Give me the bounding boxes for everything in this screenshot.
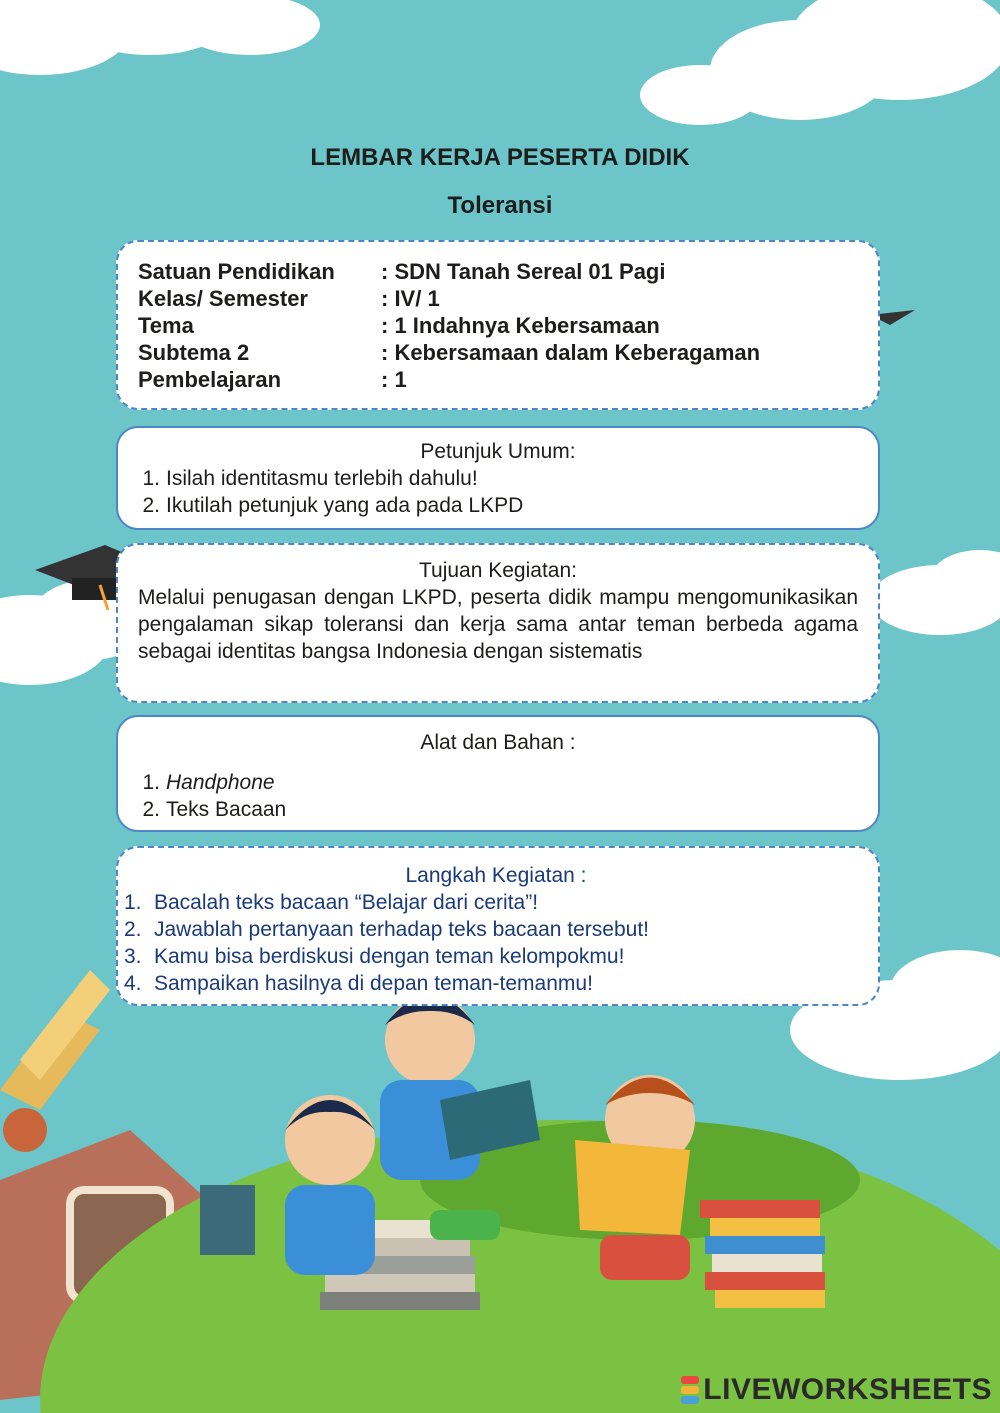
activity-steps-heading: Langkah Kegiatan :	[405, 864, 587, 887]
identity-label: Tema	[138, 313, 194, 338]
list-text: Teks Bacaan	[166, 798, 287, 821]
list-number: 2.	[142, 798, 160, 821]
activity-steps-list	[124, 889, 868, 997]
page-subtitle: Toleransi	[447, 192, 553, 219]
list-item	[124, 943, 868, 970]
general-instructions-card	[116, 426, 880, 530]
identity-card	[116, 240, 880, 410]
list-number: 1.	[142, 467, 160, 490]
identity-label: Pembelajaran	[138, 367, 282, 392]
list-item	[136, 796, 860, 823]
list-item	[124, 970, 868, 997]
identity-value: : IV/ 1	[381, 286, 440, 311]
list-text: Bacalah teks bacaan “Belajar dari cerita”!	[154, 891, 539, 914]
identity-value: : SDN Tanah Sereal 01 Pagi	[381, 259, 666, 284]
list-text: Sampaikan hasilnya di depan teman-temanmu!	[154, 972, 593, 995]
list-text: Handphone	[166, 771, 275, 794]
list-number: 3.	[124, 945, 142, 968]
list-item	[136, 465, 860, 492]
list-item	[124, 916, 868, 943]
identity-label: Kelas/ Semester	[138, 286, 308, 311]
list-number: 1.	[142, 771, 160, 794]
liveworksheets-badge-icon	[681, 1376, 699, 1404]
identity-row	[138, 339, 878, 366]
identity-row	[138, 258, 878, 285]
identity-label: Satuan Pendidikan	[138, 259, 335, 284]
general-instructions-heading: Petunjuk Umum:	[420, 440, 576, 463]
list-item	[124, 889, 868, 916]
list-number: 2.	[142, 494, 160, 517]
identity-row	[138, 312, 878, 339]
list-item	[136, 769, 860, 796]
general-instructions-list	[136, 465, 860, 519]
list-number: 1.	[124, 891, 142, 914]
identity-value: : 1 Indahnya Kebersamaan	[381, 313, 660, 338]
tools-materials-card	[116, 715, 880, 832]
activity-steps-card	[116, 846, 880, 1006]
list-number: 2.	[124, 918, 142, 941]
list-text: Ikutilah petunjuk yang ada pada LKPD	[166, 494, 524, 517]
identity-row	[138, 366, 878, 393]
list-text: Isilah identitasmu terlebih dahulu!	[166, 467, 478, 490]
identity-row	[138, 285, 878, 312]
tools-materials-heading: Alat dan Bahan :	[420, 731, 576, 754]
list-text: Kamu bisa berdiskusi dengan teman kelompokmu!	[154, 945, 625, 968]
page-title: LEMBAR KERJA PESERTA DIDIK	[310, 144, 690, 171]
list-item	[136, 492, 860, 519]
identity-value: : 1	[381, 367, 407, 392]
activity-goal-heading: Tujuan Kegiatan:	[418, 559, 577, 582]
liveworksheets-wordmark: LIVEWORKSHEETS	[703, 1373, 992, 1406]
identity-value: : Kebersamaan dalam Keberagaman	[381, 340, 761, 365]
identity-label: Subtema 2	[138, 340, 250, 365]
liveworksheets-logo[interactable]	[681, 1373, 992, 1407]
book-stack-right	[700, 1200, 825, 1308]
list-number: 4.	[124, 972, 142, 995]
activity-goal-text: Melalui penugasan dengan LKPD, peserta didik mampu mengomunikasikan pengalaman sikap toleransi dan kerja sama antar teman berbeda agama sebagai identitas bangsa Indonesia dengan sistematis	[138, 586, 858, 663]
list-text: Jawablah pertanyaan terhadap teks bacaan tersebut!	[154, 918, 650, 941]
tools-materials-list	[136, 769, 860, 823]
activity-goal-card	[116, 543, 880, 703]
